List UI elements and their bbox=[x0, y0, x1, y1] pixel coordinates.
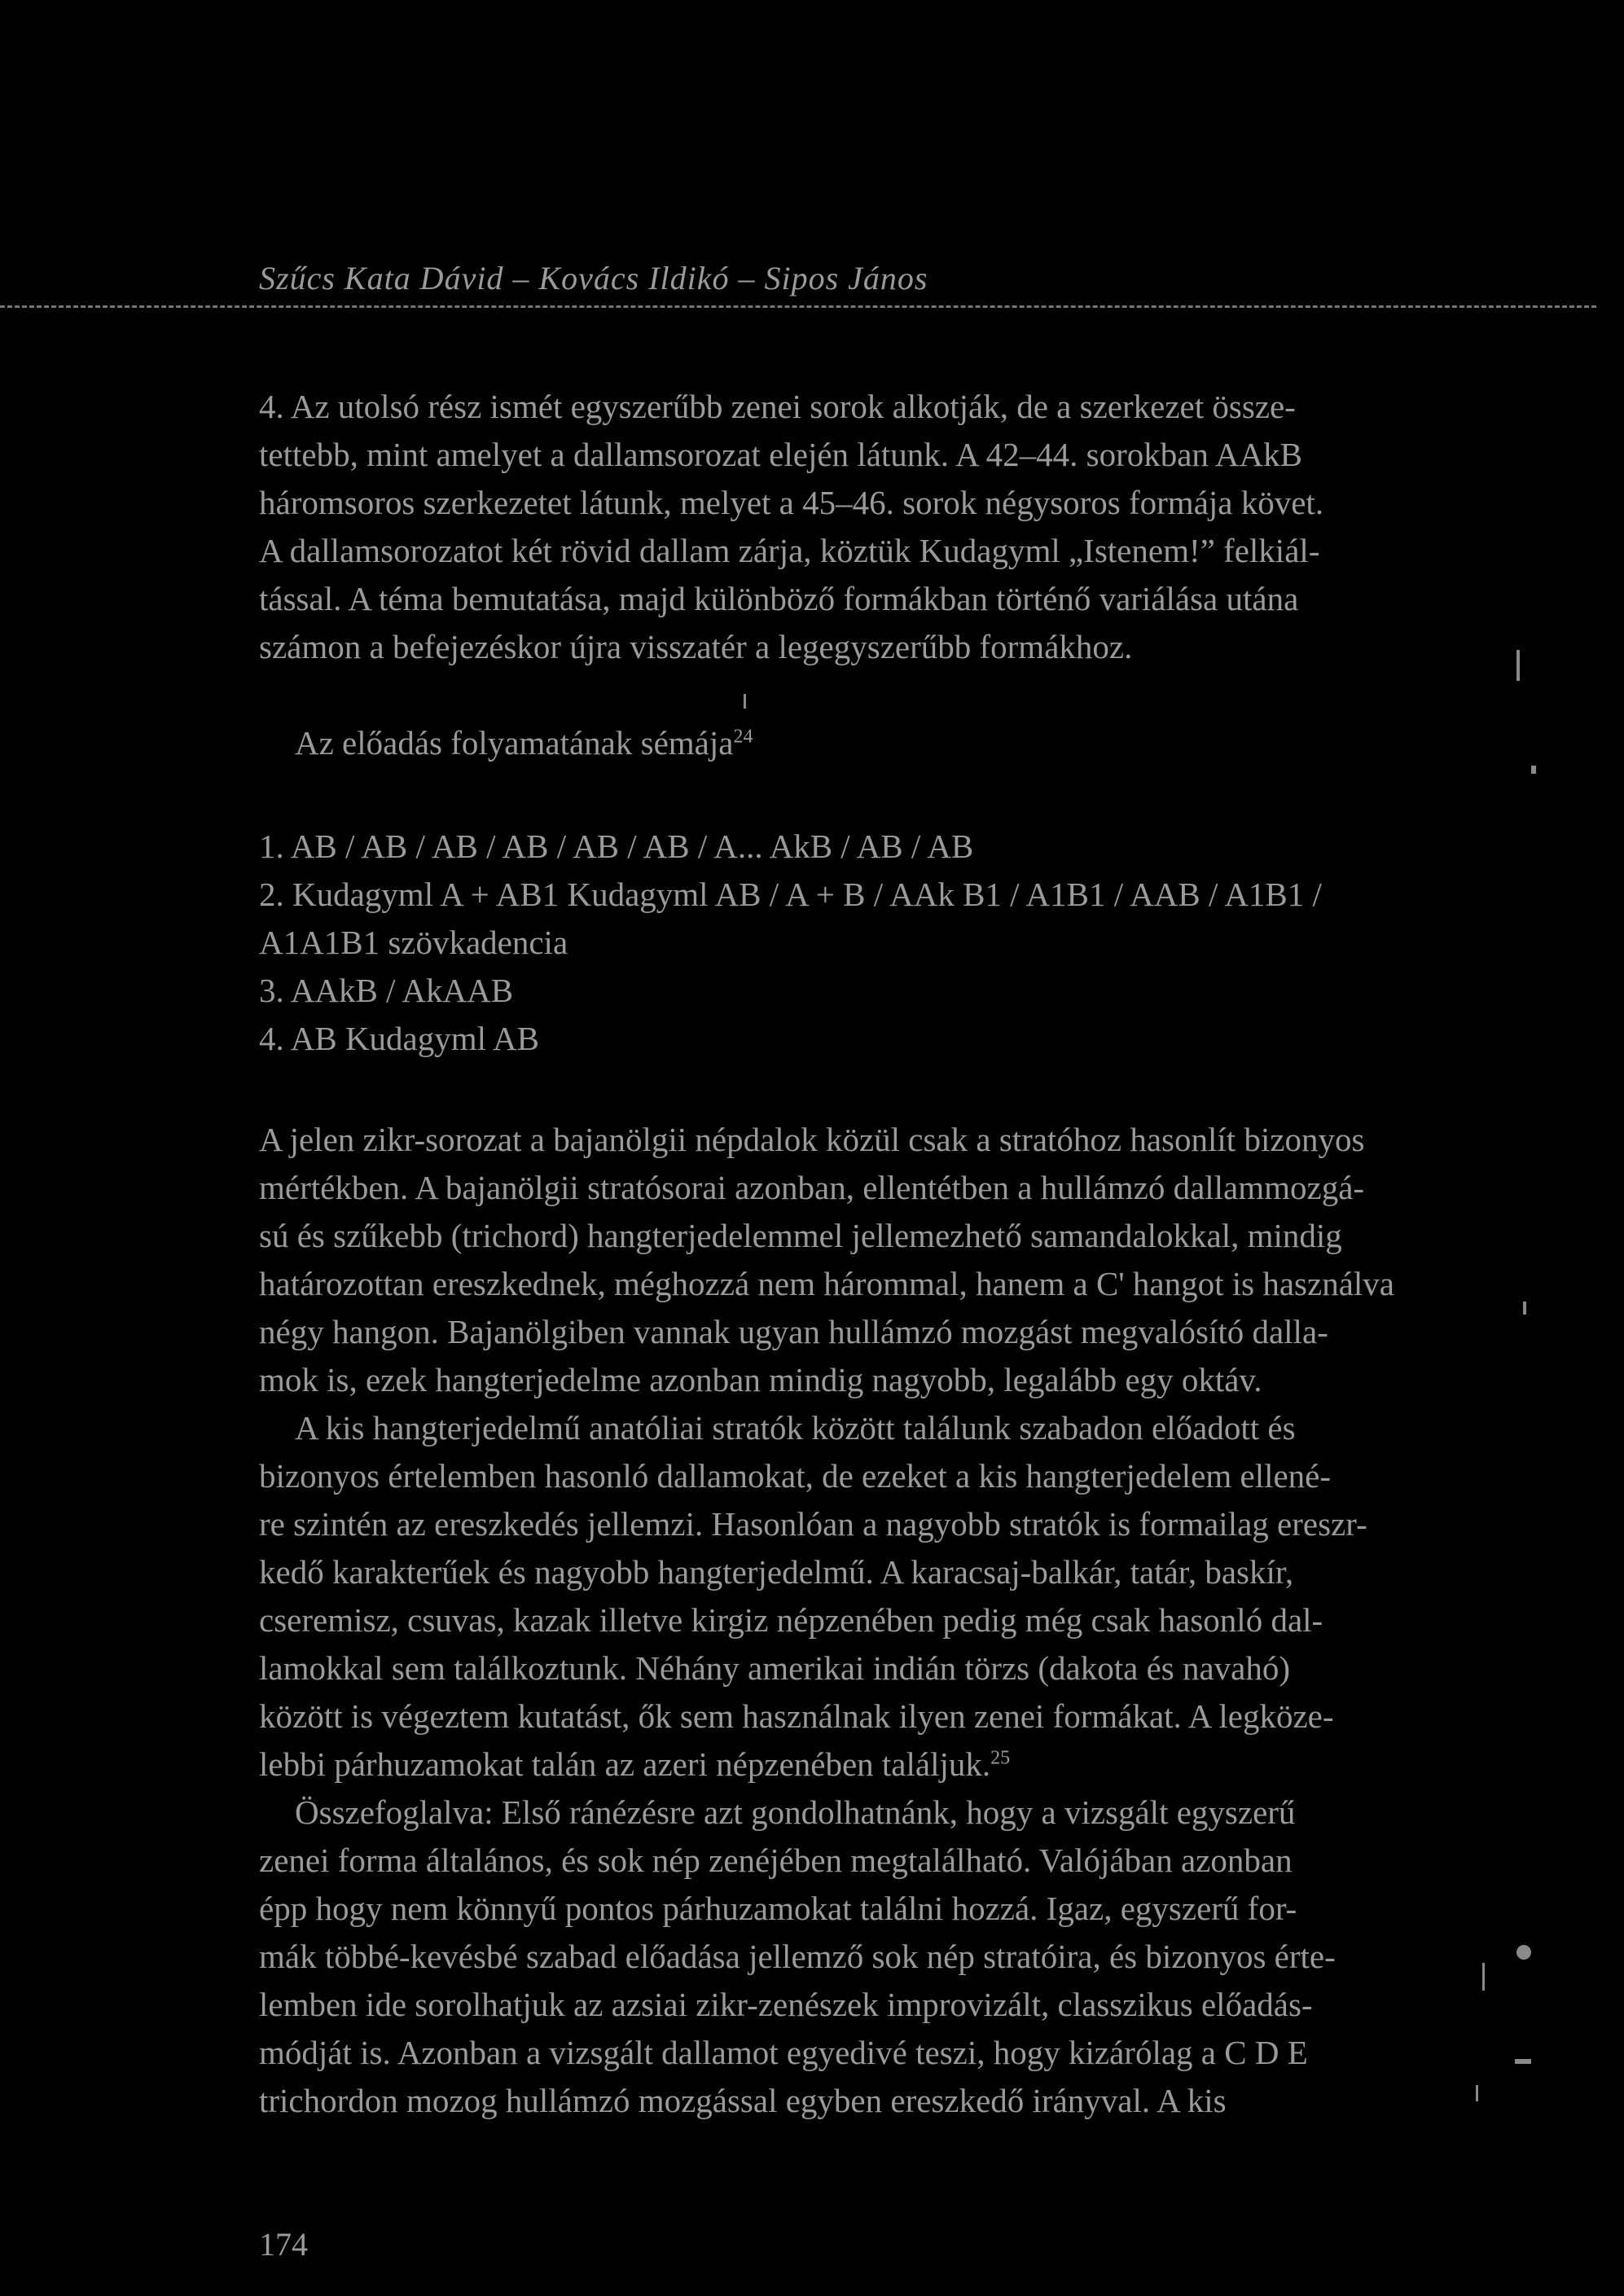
scheme-line: 2. Kudagyml A + AB1 Kudagyml AB / A + B / AAk B1 / A1B1 / AAB / A1B1 / bbox=[259, 876, 1322, 913]
text-line: mértékben. A bajanölgii stratósorai azonban, ellentétben a hullámzó dallammozgá- bbox=[259, 1169, 1365, 1206]
text-line: sú és szűkebb (trichord) hangterjedelemmel jellemezhető samandalokkal, mindig bbox=[259, 1217, 1342, 1254]
text-line: Összefoglalva: Első ránézésre azt gondolhatnánk, hogy a vizsgált egyszerű bbox=[295, 1793, 1296, 1831]
text-line: lamokkal sem találkoztunk. Néhány amerikai indián törzs (dakota és navahó) bbox=[259, 1649, 1291, 1687]
paragraph-form-description bbox=[259, 383, 1416, 671]
running-header: Szűcs Kata Dávid – Kovács Ildikó – Sipos János bbox=[259, 260, 928, 296]
scheme-caption bbox=[295, 723, 753, 762]
text-line: tással. A téma bemutatása, majd különböző formákban történő variálása utána bbox=[259, 580, 1299, 617]
text-line: határozottan ereszkednek, méghozzá nem hárommal, hanem a C' hangot is használva bbox=[259, 1265, 1394, 1302]
page-number: 174 bbox=[259, 2226, 308, 2263]
text-line bbox=[259, 1741, 1416, 1789]
text-line: A kis hangterjedelmű anatóliai stratók között találunk szabadon előadott és bbox=[295, 1409, 1296, 1447]
text-line: re szintén az ereszkedés jellemzi. Hasonlóan a nagyobb stratók is formailag ereszr- bbox=[259, 1505, 1367, 1543]
scan-speck bbox=[1482, 1963, 1485, 1991]
scheme-line: 3. AAkB / AkAAB bbox=[259, 972, 514, 1009]
footnote-ref: 25 bbox=[990, 1747, 1011, 1769]
text-line: háromsoros szerkezetet látunk, melyet a 45–46. sorok négysoros formája követ. bbox=[259, 484, 1324, 521]
line-text: lebbi párhuzamokat talán az azeri népzenében találjuk. bbox=[259, 1745, 991, 1783]
text-line: között is végeztem kutatást, ők sem használnak ilyen zenei formákat. A legköze- bbox=[259, 1697, 1334, 1735]
text-line: módját is. Azonban a vizsgált dallamot egyedivé teszi, hogy kizárólag a C D E bbox=[259, 2034, 1308, 2071]
text-line: lemben ide sorolhatjuk az azsiai zikr-zenészek improvizált, classzikus előadás- bbox=[259, 1986, 1313, 2023]
text-line: cseremisz, csuvas, kazak illetve kirgiz népzenében pedig még csak hasonló dal- bbox=[259, 1601, 1323, 1639]
text-line: tettebb, mint amelyet a dallamsorozat elején látunk. A 42–44. sorokban AAkB bbox=[259, 436, 1302, 473]
text-line: mok is, ezek hangterjedelme azonban mindig nagyobb, legalább egy oktáv. bbox=[259, 1361, 1262, 1398]
footnote-ref: 24 bbox=[733, 726, 753, 748]
text-line: kedő karakterűek és nagyobb hangterjedelmű. A karacsaj-balkár, tatár, baskír, bbox=[259, 1553, 1294, 1591]
performance-scheme bbox=[259, 823, 1322, 1063]
text-line: mák többé-kevésbé szabad előadása jellemző sok nép stratóira, és bizonyos érte- bbox=[259, 1938, 1336, 1975]
scan-speck bbox=[1515, 2059, 1531, 2064]
body-text bbox=[259, 1116, 1416, 2125]
scan-speck bbox=[1523, 1302, 1526, 1315]
caption-text: Az előadás folyamatának sémája bbox=[295, 724, 734, 762]
text-line: trichordon mozog hullámzó mozgással egyben ereszkedő irányval. A kis bbox=[259, 2082, 1227, 2119]
scan-speck bbox=[1531, 766, 1536, 774]
text-line: számon a befejezéskor újra visszatér a legegyszerűbb formákhoz. bbox=[259, 628, 1133, 665]
scheme-line: A1A1B1 szövkadencia bbox=[259, 924, 568, 961]
text-line: bizonyos értelemben hasonló dallamokat, de ezeket a kis hangterjedelem ellené- bbox=[259, 1457, 1332, 1495]
scheme-line: 1. AB / AB / AB / AB / AB / AB / A... AkB / AB / AB bbox=[259, 828, 974, 865]
text-line: 4. Az utolsó rész ismét egyszerűbb zenei sorok alkotják, de a szerkezet össze- bbox=[259, 388, 1296, 425]
scheme-line: 4. AB Kudagyml AB bbox=[259, 1020, 539, 1057]
scan-speck bbox=[1516, 1945, 1531, 1960]
text-line: A jelen zikr-sorozat a bajanölgii népdalok közül csak a stratóhoz hasonlít bizonyos bbox=[259, 1121, 1365, 1158]
scan-speck bbox=[744, 694, 746, 709]
scan-speck bbox=[1516, 650, 1520, 681]
text-line: négy hangon. Bajanölgiben vannak ugyan hullámzó mozgást megvalósító dalla- bbox=[259, 1313, 1328, 1350]
header-rule bbox=[0, 305, 1596, 308]
scan-speck bbox=[1476, 2085, 1478, 2101]
text-line: épp hogy nem könnyű pontos párhuzamokat találni hozzá. Igaz, egyszerű for- bbox=[259, 1890, 1297, 1927]
text-line: A dallamsorozatot két rövid dallam zárja, köztük Kudagyml „Istenem!” felkiál- bbox=[259, 532, 1320, 569]
text-line: zenei forma általános, és sok nép zenéjében megtalálható. Valójában azonban bbox=[259, 1842, 1293, 1879]
